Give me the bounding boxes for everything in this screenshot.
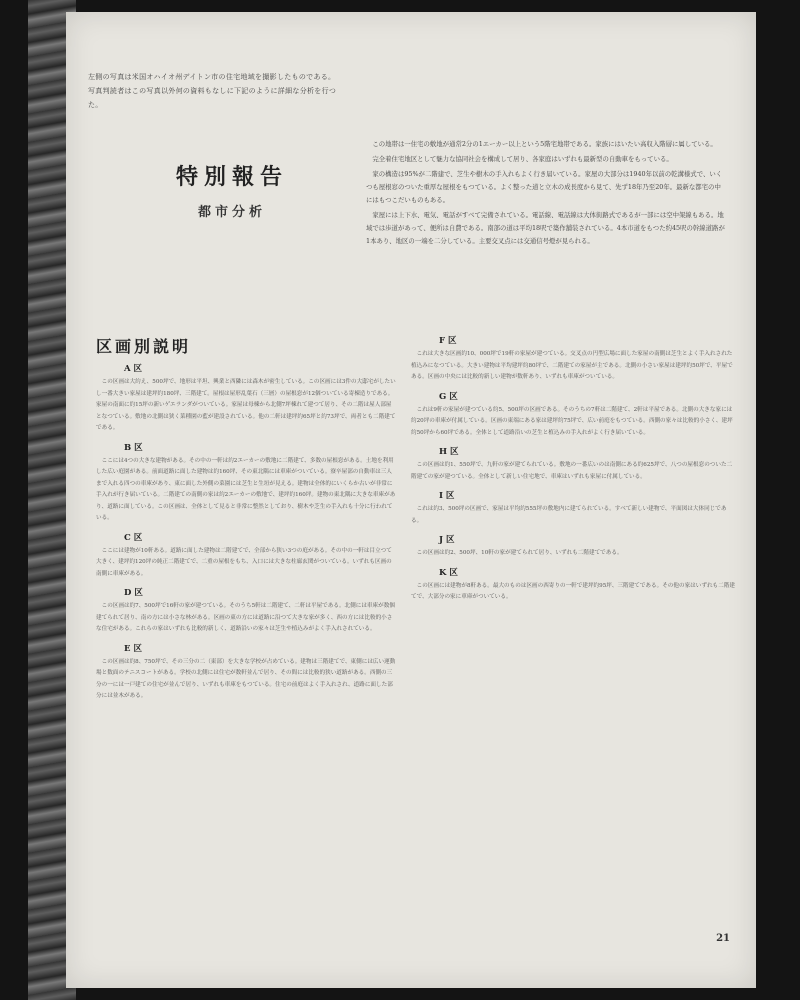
district-text: ここには建物が10軒ある。道路に面した建物は二階建てで、全部から狭い3つの庭がある。その中の一軒は目立つて大きく、建坪約120坪の純正二階建てで、二重の屋根をもち、入口には大きな柱廊玄関がついている。いずれも区画の南側に車庫がある。 bbox=[96, 547, 392, 577]
intro-paragraph: この地帯は一住宅の敷地が通常2分の1エーカー以上という5階宅地帯である。家族にはいたい高収入階層に属している。 bbox=[372, 140, 717, 148]
district-j bbox=[411, 533, 736, 560]
district-heading: A 区 bbox=[124, 364, 143, 374]
report-title: 特別報告 bbox=[176, 164, 289, 190]
district-text: これは大きな区画約10、000坪で19軒の家屋が建つている。交叉点の円型広場に面した家屋の南側は芝生とよく手入れされた植込みになつている。大きい建物は平均建坪約80坪で、二階建ての家屋が主である。北側の小さい家屋は建坪約50坪で、平屋である。区画の中央には比較的新しい建物が数軒あり、いずれも車庫がついている。 bbox=[411, 351, 733, 380]
district-a bbox=[96, 362, 396, 435]
district-k bbox=[411, 566, 736, 604]
district-heading: D 区 bbox=[124, 588, 143, 598]
page-number: 21 bbox=[716, 933, 730, 944]
district-text: これは9軒の家屋が建つている約5、500坪の区画である。そのうちの7軒は二階建て、2軒は平屋である。北側の大きな家には約20坪の車庫が付属している。区画の東端にある家は建坪約75坪で、広い前庭をもつている。西側の家々は比較的小さく、建坪約50坪から60坪である。全体として道路沿いの芝生と植込みの手入れがよく行き届いている。 bbox=[411, 406, 733, 436]
intro-text bbox=[366, 138, 726, 250]
photo-caption: 左側の写真は米国オハイオ州デイトン市の住宅地域を撮影したものである。写真判読者はこの写真以外何の資料もなしに下記のように詳細な分析を行つた。 bbox=[88, 73, 337, 109]
district-text: ここには4つの大きな建物がある。その中の一軒は約2エーカーの敷地に二階建て、多数の屋根窓がある。土地を利用した広い庭園がある。前面道路に面した建物は約160坪、その東北隅には車庫がついている。寮卒屋部の自動車は三人まで入れる四つの車庫があり、東に面した外側の菜園には芝生と生垣が見える。建物は全体的にいくらか古いが非常に手入れが行き届いている。二階建ての南側の家は約2エーカーの敷地で、建坪約160坪。建物の東北隅に大きな車庫があり、道路に面している。この区画は、全体として見ると非常に整然としており、樹木や芝生の手入れも十分に行われている。 bbox=[96, 457, 396, 521]
district-text: この区画は約1、550坪で、九軒の家が建てられている。敷地の一番広いのは南側にある約625坪で、八つの屋根窓のついた二階建ての家が建つている。全体として新しい住宅地で、車庫はいずれも家屋に付属している。 bbox=[411, 462, 733, 480]
left-column bbox=[96, 358, 396, 709]
document-page bbox=[66, 12, 756, 988]
district-text: これは約3、500坪の区画で、家屋は平均約555坪の敷地内に建てられている。すべて新しい建物で、平面図は大体同じである。 bbox=[411, 506, 727, 524]
intro-paragraph: 家の構造は95%が二階建で、芝生や樹木の手入れもよく行き届いている。家屋の大部分は1940年以前の乾溝様式で、いくつも屋根窓のついた重厚な屋根をもつている。よく整った道と立木の成長度から見て、先ず18年乃至20年。最新な都宅の中にはもつこだいものもある。 bbox=[366, 170, 723, 204]
district-b bbox=[96, 441, 396, 525]
district-text: この区画は約7、500坪で16軒の家が建つている。そのうち5軒は二階建て、二軒は平屋である。北側には車庫が数個建てられて居り、南の方には小さな林がある。区画の東の方には道路に沿つて大きな家が多く、西の方には比較的小さな住宅がある。これらの家はいずれも比較的新しく、道路沿いの家々は芝生や植込みがよく手入れされている。 bbox=[96, 603, 395, 632]
district-heading: G 区 bbox=[439, 391, 458, 402]
district-heading: H 区 bbox=[439, 447, 459, 457]
district-text: この区画には建物が8軒ある。最大のものは区画の西寄りの一軒で建坪約95坪、三階建てである。その他の家はいずれも二階建てで、大部分の家に車庫がついている。 bbox=[411, 582, 735, 600]
district-heading: F 区 bbox=[439, 336, 457, 346]
right-column bbox=[411, 330, 736, 610]
district-heading: K 区 bbox=[439, 567, 458, 578]
district-heading: E 区 bbox=[124, 643, 142, 654]
district-heading: C 区 bbox=[124, 532, 143, 543]
report-subtitle: 都市分析 bbox=[198, 205, 267, 220]
district-d bbox=[96, 586, 396, 636]
district-heading: B 区 bbox=[124, 442, 143, 453]
district-e bbox=[96, 642, 396, 703]
district-c bbox=[96, 531, 396, 581]
district-g bbox=[411, 390, 736, 440]
district-f bbox=[411, 334, 736, 384]
section-heading: 区画別説明 bbox=[96, 337, 192, 356]
district-text: この区画は大約え、500坪で、地形は平坦、興業と西隣には森木が密生している。この区画には3件の大邸宅がしたいし一番大きい家屋は建坪約180坪、三階建て。屋根は屋形乱葉石（三層）の屋根窓が12個ついている寄棟造りである。家屋の南面に約15坪の新いゲエランダがついている。家屋は母棟から北側7坪棟れて建つて居り、その二階は屋人部屋となつている。敷地の北側は狭く菜種園の藍が建設されている。他の二軒は建坪約65坪と約73坪で、両者とも二階建てである。 bbox=[96, 379, 396, 431]
district-h bbox=[411, 445, 736, 483]
district-text: この区画は約2、500坪、10軒の家が建てられて居り、いずれも二階建てである。 bbox=[416, 550, 623, 556]
title-block bbox=[176, 160, 288, 220]
district-heading: I 区 bbox=[439, 491, 455, 501]
district-text: この区画は約8、750坪で、その三分の二（東部）を大きな学校が占めている。建物は三階建てで、東側には広い運動場と数面のテニスコートがある。学校の北側には住宅が数軒並んで居り、その間には比較的狭い道路がある。西側の三分の一には一戸建ての住宅が並んで居り、いずれも車庫をもつている。住宅の前庭はよく手入れされ、道路に面した部分には並木がある。 bbox=[96, 658, 396, 699]
intro-paragraph: 家屋には上下水、電気、電話がすべて完備されている。電話線、電話線は大体街路式であるが一部には空中架線もある。地域では歩道があって、便所は自費である。南部の道は平均18呎で築作舗装されている。4本市道をもつた約45呎の幹線道路が1本あり、地区の一端を二分している。主要交叉点には交通信号燈が見られる。 bbox=[366, 211, 725, 245]
intro-paragraph: 完全着住宅地区として魅力な協同社会を構成して居り、各家庭はいずれも最新型の自動車をもっている。 bbox=[372, 155, 673, 163]
district-heading: J 区 bbox=[439, 535, 455, 545]
district-i bbox=[411, 489, 736, 527]
